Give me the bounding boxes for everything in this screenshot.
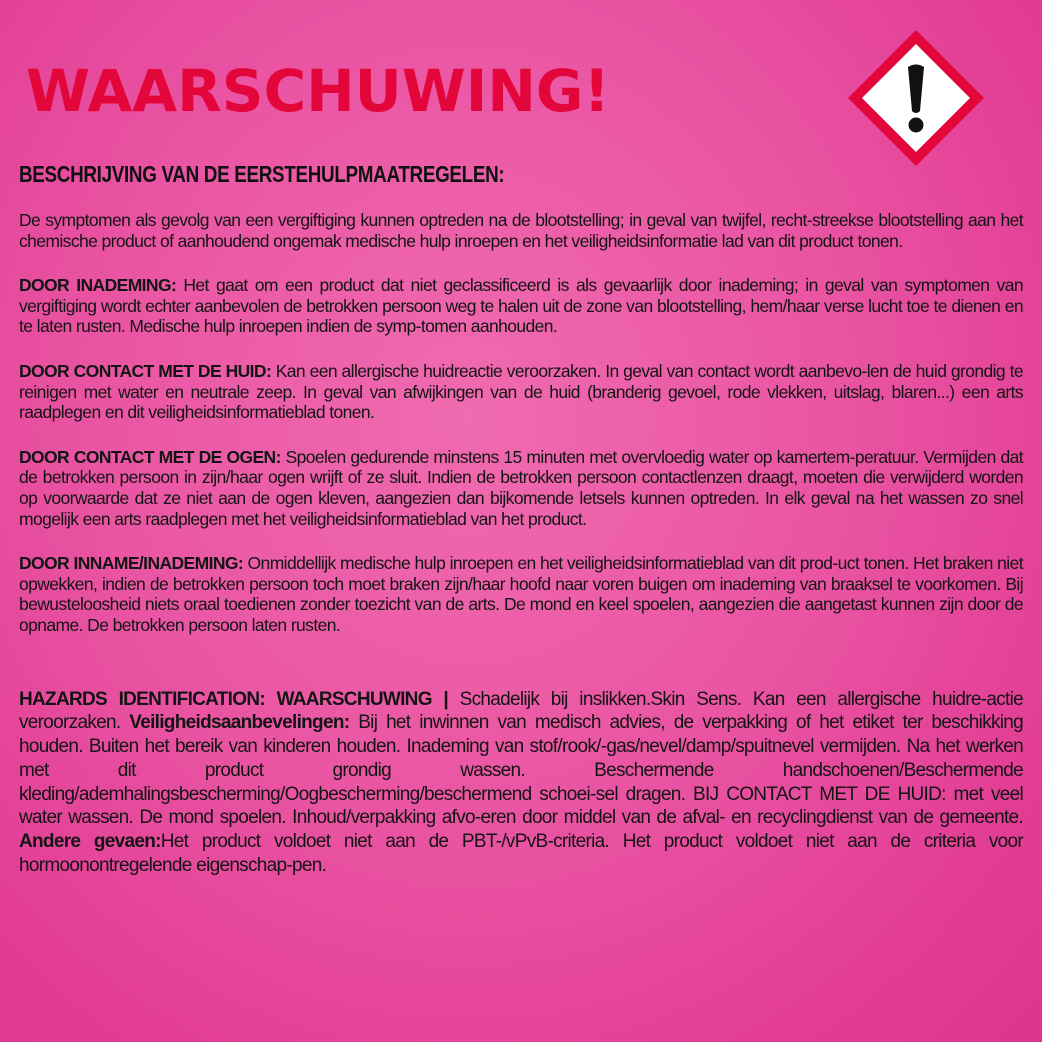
skin-contact-label: DOOR CONTACT MET DE HUID: [19,360,272,381]
hazards-text-2: Bij het inwinnen van medisch advies, de verpakking of het etiket ter beschikking houden. Buiten het bereik van kinderen houden. Inademing van stof/rook/-gas/nevel/damp/spuitnevel vermijden. Na het werken met dit product grondig wassen. Beschermende handschoenen/Beschermende kleding/ademhalingsbescherming/Oogbescherming/beschermend schoei-sel dragen. BIJ CONTACT MET DE HUID: met veel water wassen. De mond spoelen. Inhoud/verpakking afvo-eren door middel van de afval- en recyclingdienst van de gemeente. [19,712,1023,829]
other-hazards-label: Andere gevaen: [19,831,161,853]
ingestion-text: Onmiddellijk medische hulp inroepen en het veiligheidsinformatieblad van dit prod-uct tonen. Het braken niet opwekken, indien de betrokken persoon toch moet braken zijn/haar hoofd naar voren buigen om inademing van braaksel te voorkomen. Bij bewusteloosheid niets oraal toedienen zonder toezicht van de arts. De mond en keel spoelen, aangezien die aangetast kunnen zijn door de opname. De betrokken persoon laten rusten. [19,553,1023,635]
safety-recommendations-label: Veiligheidsaanbevelingen: [129,712,350,734]
exclamation-mark-icon [845,27,987,169]
hazards-text-3: Het product voldoet niet aan de PBT-/vPvB-criteria. Het product voldoet niet aan de criteria voor hormoonontregelende eigenschap-pen. [19,831,1024,877]
ingestion-label: DOOR INNAME/INADEMING: [19,553,244,574]
hazards-identification-paragraph [19,688,1023,878]
hazards-identification-label: HAZARDS IDENTIFICATION: WAARSCHUWING | [19,688,448,710]
inhalation-label: DOOR INADEMING: [19,275,177,296]
eye-contact-paragraph [19,447,1023,529]
eye-contact-label: DOOR CONTACT MET DE OGEN: [19,446,281,467]
first-aid-content [19,210,1023,878]
skin-contact-paragraph [19,361,1023,423]
skin-contact-text: Kan een allergische huidreactie veroorzaken. In geval van contact wordt aanbevo-len de huid grondig te reinigen met water en neutrale zeep. In geval van afwijkingen van de huid (branderig gevoel, rode vlekken, uitslag, blaren...) een arts raadplegen en dit veiligheidsinformatieblad tonen. [19,360,1023,423]
ingestion-paragraph [19,553,1023,635]
hazards-text-1: Schadelijk bij inslikken.Skin Sens. Kan een allergische huidre-actie veroorzaken. [19,688,1023,734]
inhalation-paragraph [19,275,1023,337]
inhalation-text: Het gaat om een product dat niet geclassificeerd is als gevaarlijk door inademing; in geval van symptomen van vergiftiging wordt echter aanbevolen de betrokken persoon weg te halen uit de zone van blootstelling, hem/haar verse lucht toe te dienen en te laten rusten. Medische hulp inroepen indien de symp-tomen aanhouden. [19,275,1024,337]
warning-title: WAARSCHUWING! [26,57,610,125]
first-aid-heading: BESCHRIJVING VAN DE EERSTEHULPMAATREGELEN: [19,161,505,187]
eye-contact-text: Spoelen gedurende minstens 15 minuten met overvloedig water op kamertem-peratuur. Vermijden dat de betrokken persoon in zijn/haar ogen wrijft of ze sluit. Indien de betrokken persoon contactlenzen draagt, moeten die verwijderd worden op voorwaarde dat ze niet aan de ogen kleven, aangezien dan bijkomende letsels kunnen optreden. In elk geval na het wassen zo snel mogelijk een arts raadplegen met het veiligheidsinformatieblad van het product. [19,446,1023,529]
intro-paragraph: De symptomen als gevolg van een vergiftiging kunnen optreden na de blootstelling; in geval van twijfel, recht-streekse blootstelling aan het chemische product of aanhoudend ongemak medische hulp inroepen en het veiligheidsinformatie lad van dit product tonen. [19,210,1023,251]
